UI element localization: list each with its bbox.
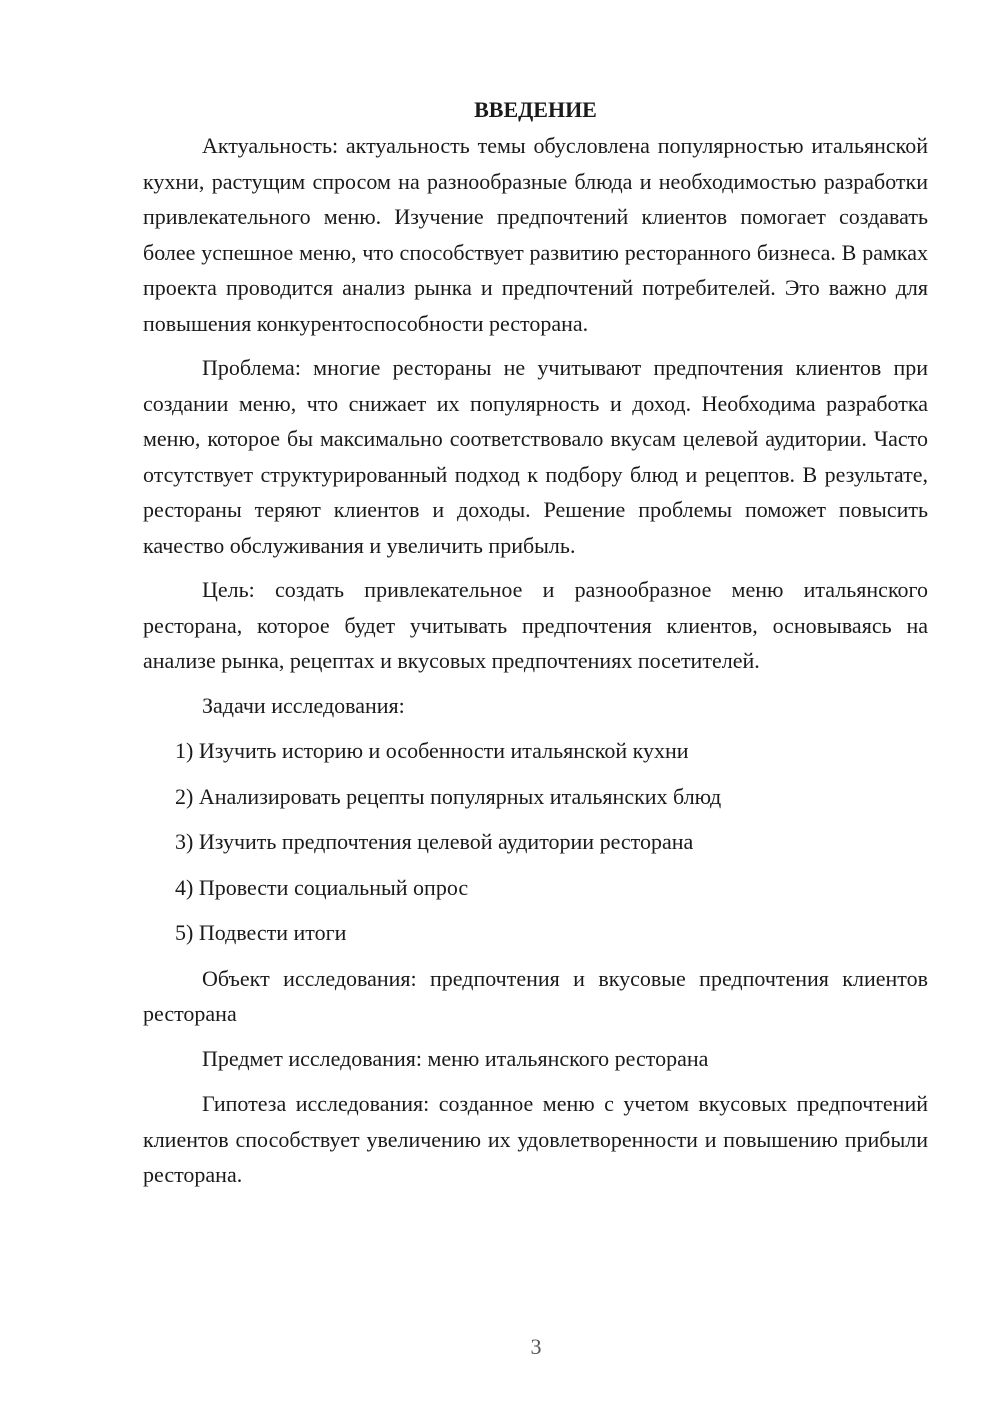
- tasks-label: Задачи исследования:: [202, 692, 405, 718]
- paragraph-hypothesis: Гипотеза исследования: созданное меню с учетом вкусовых предпочтений клиентов способствует увеличению их удовлетворенности и повышению прибыли ресторана.: [143, 1091, 928, 1187]
- tasks-list: [143, 733, 928, 951]
- document-page: [143, 92, 928, 1202]
- paragraph-problem: Проблема: многие рестораны не учитывают предпочтения клиентов при создании меню, что снижает их популярность и доход. Необходима разработка меню, которое бы максимально соответствовало вкусам целевой аудитории. Часто отсутствует структурированный подход к подбору блюд и рецептов. В результате, рестораны теряют клиентов и доходы. Решение проблемы поможет повысить качество обслуживания и увеличить прибыль.: [143, 355, 928, 558]
- list-item: 3) Изучить предпочтения целевой аудитории ресторана: [175, 829, 694, 854]
- page-number: 3: [530, 1334, 542, 1359]
- list-item: 2) Анализировать рецепты популярных итальянских блюд: [175, 783, 722, 809]
- paragraph-object: Объект исследования: предпочтения и вкусовые предпочтения клиентов ресторана: [143, 965, 928, 1026]
- list-item: 5) Подвести итоги: [175, 920, 347, 945]
- list-item: 4) Провести социальный опрос: [175, 874, 469, 900]
- paragraph-relevance: Актуальность: актуальность темы обусловлена популярностью итальянской кухни, растущим спросом на разнообразные блюда и необходимостью разработки привлекательного меню. Изучение предпочтений клиентов помогает создавать более успешное меню, что способствует развитию ресторанного бизнеса. В рамках проекта проводится анализ рынка и предпочтений потребителей. Это важно для повышения конкурентоспособности ресторана.: [143, 133, 928, 336]
- paragraph-subject: Предмет исследования: меню итальянского ресторана: [202, 1045, 709, 1071]
- page-title: ВВЕДЕНИЕ: [474, 97, 597, 122]
- paragraph-goal: Цель: создать привлекательное и разнообразное меню итальянского ресторана, которое будет учитывать предпочтения клиентов, основываясь на анализе рынка, рецептах и вкусовых предпочтениях посетителей.: [143, 577, 928, 673]
- list-item: 1) Изучить историю и особенности итальянской кухни: [175, 738, 689, 763]
